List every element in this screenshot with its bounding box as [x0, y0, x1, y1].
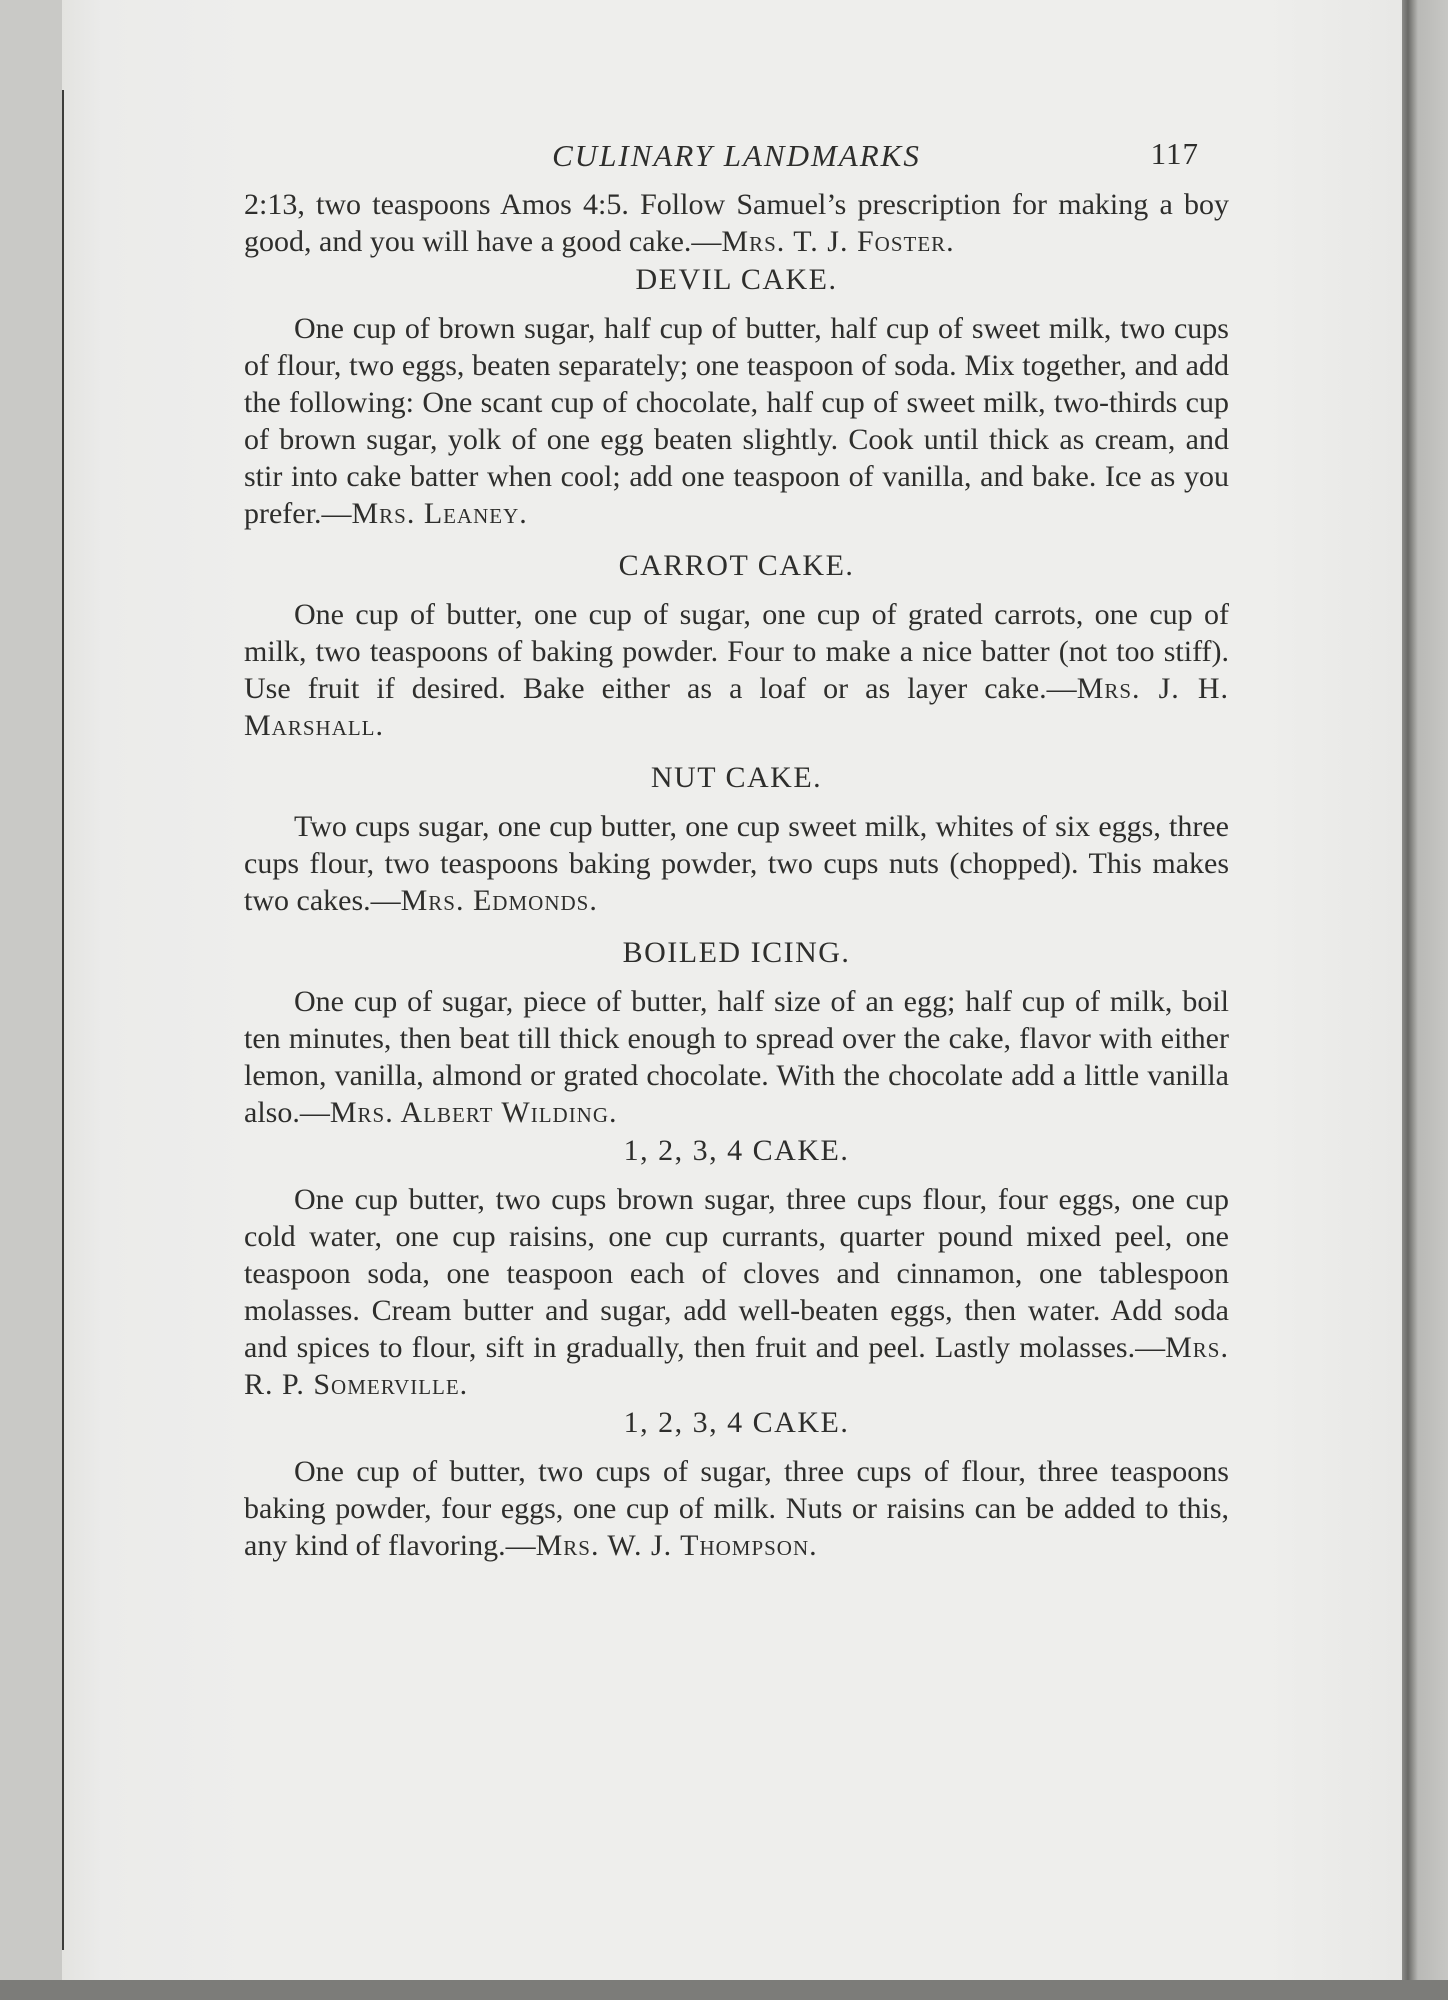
- book-bottom-edge: [0, 1980, 1448, 2000]
- recipe-title: NUT CAKE.: [650, 761, 823, 794]
- recipe-title: DEVIL CAKE.: [635, 263, 838, 296]
- recipe-author: Mrs. T. J. Foster.: [721, 225, 955, 258]
- recipe-text: One cup of butter, two cups of sugar, three cups of flour, three teaspoons baking powder, four eggs, one cup of milk. Nuts or raisins can be added to this, any kind of flavoring.—: [244, 1455, 1229, 1562]
- recipe-text: Two cups sugar, one cup butter, one cup sweet milk, whites of six eggs, three cups flour, two teaspoons baking powder, two cups nuts (chopped). This makes two cakes.—: [244, 810, 1229, 917]
- recipe-title: 1, 2, 3, 4 CAKE.: [623, 1406, 850, 1439]
- recipe-author: Mrs. W. J. Thompson.: [535, 1529, 818, 1562]
- page-number: 117: [1150, 136, 1199, 171]
- page-binding-edge: [62, 90, 64, 1950]
- recipe-title: 1, 2, 3, 4 CAKE.: [623, 1134, 850, 1167]
- recipe-text: One cup butter, two cups brown sugar, three cups flour, four eggs, one cup cold water, one cup raisins, one cup currants, quarter pound mixed peel, one teaspoon soda, one teaspoon each of cloves and cinnamon, one tablespoon molasses. Cream butter and sugar, add well-beaten eggs, then water. Add soda and spices to flour, sift in gradually, then fruit and peel. Lastly molasses.—: [244, 1183, 1229, 1364]
- continuation-paragraph: [244, 186, 1229, 260]
- recipe-title: CARROT CAKE.: [618, 549, 855, 582]
- book-cover-edge: [1402, 0, 1448, 2000]
- running-title: CULINARY LANDMARKS: [552, 138, 921, 173]
- recipe-title: BOILED ICING.: [622, 936, 851, 969]
- recipe-author: Mrs. R. P. Somerville.: [244, 1331, 1229, 1401]
- recipe-text: One cup of brown sugar, half cup of butter, half cup of sweet milk, two cups of flour, two eggs, beaten separately; one teaspoon of soda. Mix together, and add the following: One scant cup of chocolate, half cup of sweet milk, two-thirds cup of brown sugar, yolk of one egg beaten slightly. Cook until thick as cream, and stir into cake batter when cool; add one teaspoon of vanilla, and bake. Ice as you prefer.—: [244, 312, 1229, 530]
- recipe-text: One cup of butter, one cup of sugar, one cup of grated carrots, one cup of milk, two teaspoons of baking powder. Four to make a nice batter (not too stiff). Use fruit if desired. Bake either as a loaf or as layer cake.—: [244, 598, 1229, 705]
- recipe-author: Mrs. Leaney.: [351, 497, 528, 530]
- recipe-body: [244, 596, 1229, 744]
- continuation-text: 2:13, two teaspoons Amos 4:5. Follow Samuel’s prescription for making a boy good, and you will have a good cake.—: [244, 188, 1229, 258]
- recipe-body: [244, 983, 1229, 1131]
- recipe-author: Mrs. Albert Wilding.: [329, 1096, 618, 1129]
- running-header: [244, 130, 1229, 186]
- recipe-body: [244, 808, 1229, 919]
- recipe-author: Mrs. Edmonds.: [400, 884, 598, 917]
- recipe-body: [244, 1453, 1229, 1564]
- recipe-body: [244, 310, 1229, 532]
- recipe-text: One cup of sugar, piece of butter, half size of an egg; half cup of milk, boil ten minutes, then beat till thick enough to spread over the cake, flavor with either lemon, vanilla, almond or grated chocolate. With the chocolate add a little vanilla also.—: [244, 985, 1229, 1129]
- recipe-body: [244, 1181, 1229, 1403]
- page-text: [244, 130, 1229, 1564]
- recipe-author: Mrs. J. H. Marshall.: [244, 672, 1229, 742]
